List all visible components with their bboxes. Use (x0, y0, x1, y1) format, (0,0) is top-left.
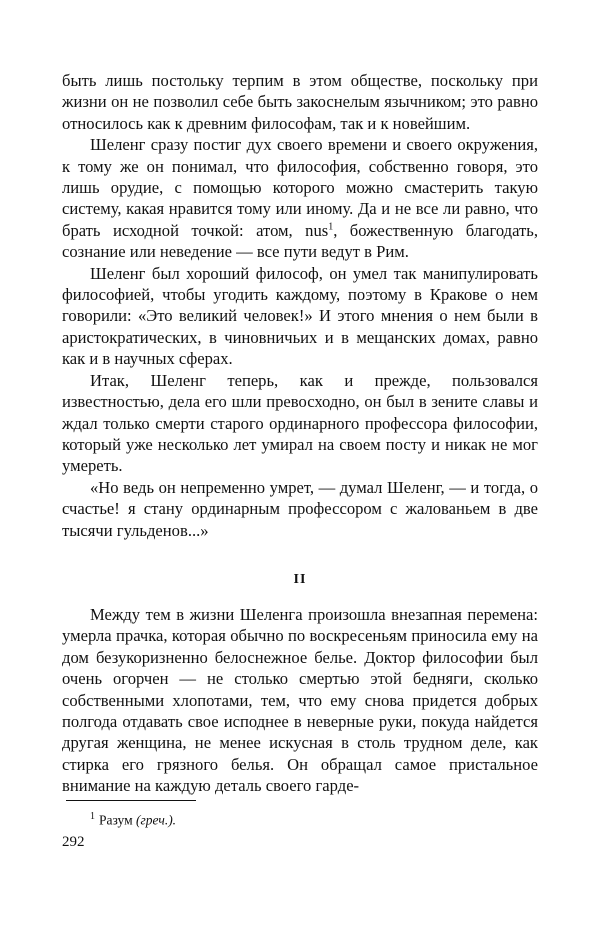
footnote-note: (греч.). (136, 812, 177, 828)
page-number: 292 (62, 834, 85, 850)
paragraph-text: Шеленг сразу постиг дух своего времени и своего окружения, к тому же он понимал, что философия, собственно говоря, это лишь орудие, с помощью которого можно смастерить такую систему, какая нравится тому или иному. Да и не все ли равно, что брать исходной точкой: атом, nus (62, 135, 538, 240)
paragraph: Итак, Шеленг теперь, как и прежде, пользовался известностью, дела его шли превосходно, он был в зените славы и ждал только смерти старого ординарного профессора философии, который уже несколько лет умирал на своем посту и никак не мог умереть. (62, 370, 538, 476)
section-number: II (293, 572, 307, 587)
footnote-text: Разум (99, 812, 133, 828)
body-text-bottom (62, 604, 538, 797)
footnote (90, 808, 176, 830)
paragraph: Между тем в жизни Шеленга произошла внезапная перемена: умерла прачка, которая обычно по воскресеньям приносила ему на дом безукоризненно белоснежное белье. Доктор философии был очень огорчен — не столько смертью этой бедняги, сколько собственными хлопотами, тем, что ему снова придется добрых полгода отдавать свое исподнее в неверные руки, покуда найдется другая женщина, не менее искусная в столь трудном деле, как стирка его грязного белья. Он обращал самое пристальное внимание на каждую деталь своего гарде- (62, 605, 538, 796)
paragraph-text-tail: , божественную благодать, сознание или неведение — все пути ведут в Рим. (62, 220, 539, 262)
paragraph: Шеленг был хороший философ, он умел так манипулировать философией, чтобы угодить каждому, поэтому в Кракове о нем говорили: «Это великий человек!» И этого мнения о нем были в аристократических, в чиновничьих и в мещанских домах, равно как и в научных сферах. (62, 263, 538, 369)
paragraph-continuation: быть лишь постольку терпим в этом обществе, поскольку при жизни он не позволил себе быть закоснелым язычником; это равно относилось как к древним философам, так и к новейшим. (62, 71, 538, 133)
footnote-mark: 1 (90, 811, 95, 822)
paragraph: «Но ведь он непременно умрет, — думал Шеленг, — и тогда, о счастье! я стану ординарным профессором с жалованьем в две тысячи гульденов...» (62, 477, 538, 540)
footnote-ref: 1 (328, 221, 334, 233)
footnote-divider (66, 800, 196, 801)
paragraph (62, 134, 538, 262)
body-text-top (62, 70, 538, 541)
